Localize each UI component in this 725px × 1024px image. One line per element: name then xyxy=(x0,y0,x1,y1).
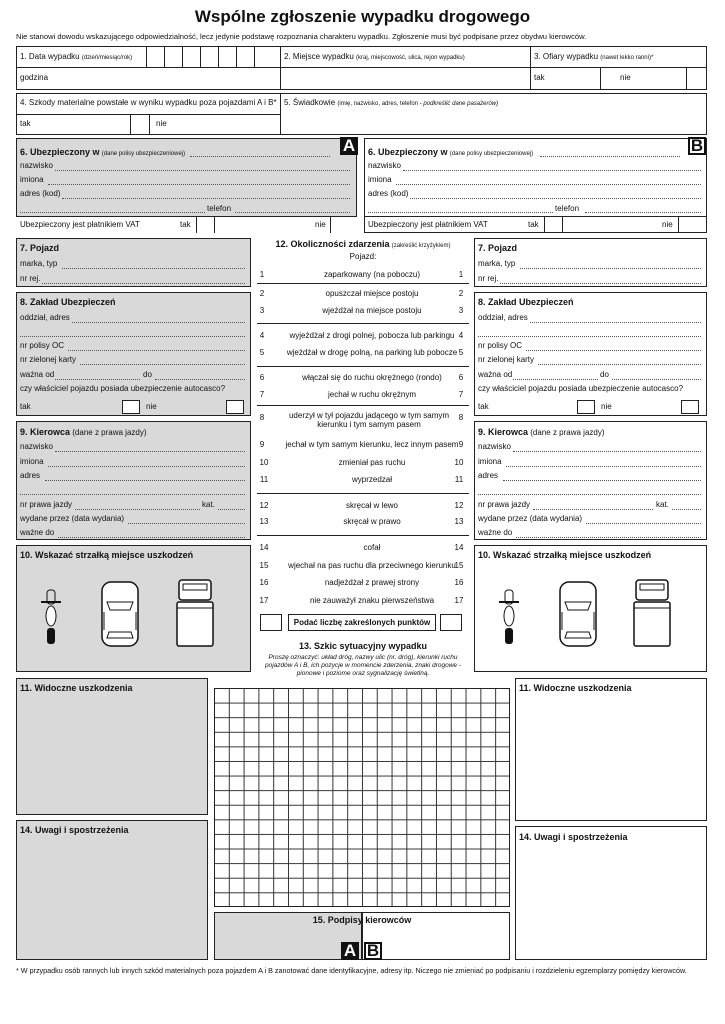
place-label: 2. Miejsce wypadku (kraj, miejscowość, ulica, rejon wypadku) xyxy=(284,52,465,61)
count-label: Podać liczbę zakreślonych punktów xyxy=(293,618,431,627)
circumstance-item: nie zauważył znaku pierwszeństwa xyxy=(309,596,435,605)
vehicle-a-label: 7. Pojazd xyxy=(20,243,60,253)
circumstance-number-a: 11 xyxy=(259,475,269,484)
circumstance-item: jechał w ruchu okrężnym xyxy=(327,390,417,399)
circumstance-number-a: 4 xyxy=(259,331,265,340)
insurer-b-label: 8. Zakład Ubezpieczeń xyxy=(478,297,574,307)
circumstance-item: skręcał w prawo xyxy=(343,517,401,526)
circumstance-number-b: 5 xyxy=(458,348,464,357)
victims-no-label: nie xyxy=(620,73,631,82)
insurer-a-label: 8. Zakład Ubezpieczeń xyxy=(20,297,116,307)
insurer-b-valid-from: ważna od xyxy=(478,370,513,379)
visible-damage-a-frame[interactable] xyxy=(16,678,208,815)
circumstance-number-a: 13 xyxy=(259,517,269,526)
driver-a-surname: nazwisko xyxy=(20,442,53,451)
insured-a-phone: telefon xyxy=(207,204,232,213)
driver-b-category: kat. xyxy=(656,500,669,509)
visible-damage-b-frame[interactable] xyxy=(515,678,707,821)
insurer-a-valid-to: do xyxy=(143,370,152,379)
circumstance-item: jechał w tym samym kierunku, lecz innym pasem xyxy=(285,440,459,449)
driver-b-address: adres xyxy=(478,471,499,480)
insurer-b-casco: czy właściciel pojazdu posiada ubezpieczenie autocasco? xyxy=(478,384,684,393)
circumstance-item: wyjeżdżał z drogi polnej, pobocza lub parkingu xyxy=(289,331,455,340)
insured-b-surname: nazwisko xyxy=(368,161,401,170)
motorcycle-b-icon[interactable] xyxy=(498,588,520,648)
insurer-a-casco-no: nie xyxy=(146,402,157,411)
circumstance-number-b: 12 xyxy=(454,501,464,510)
damage-no-label: nie xyxy=(156,119,167,128)
circumstance-item: uderzył w tył pojazdu jadącego w tym samym kierunku i tym samym pasem xyxy=(288,411,450,429)
witnesses-label: 5. Świadkowie (imię, nazwisko, adres, telefon - podkreślić dane pasażerów) xyxy=(284,98,499,107)
insurer-b-casco-no: nie xyxy=(601,402,612,411)
car-a-icon[interactable] xyxy=(100,580,140,648)
circumstance-number-a: 16 xyxy=(259,578,269,587)
vehicle-a-make: marka, typ xyxy=(20,259,58,268)
circumstance-item: włączał się do ruchu okrężnego (rondo) xyxy=(302,373,442,382)
insurer-a-casco-yes: tak xyxy=(20,402,31,411)
insured-b-name: imiona xyxy=(368,175,392,184)
insured-a-name: imiona xyxy=(20,175,44,184)
circumstance-number-b: 13 xyxy=(454,517,464,526)
insurer-b-branch: oddział, adres xyxy=(478,313,528,322)
insured-a-vat-yes: tak xyxy=(180,220,191,229)
date-label: 1. Data wypadku (dzień/miesiąc/rok) xyxy=(20,52,133,61)
remarks-a-frame[interactable] xyxy=(16,820,208,960)
insured-b-label: 6. Ubezpieczony w (dane polisy ubezpieczeniowej) xyxy=(368,147,534,157)
material-damage-label: 4. Szkody materialne powstałe w wyniku wypadku poza pojazdami A i B* xyxy=(20,98,277,107)
circumstance-item: cofał xyxy=(363,543,381,552)
circumstance-number-a: 1 xyxy=(259,270,265,279)
driver-b-license: nr prawa jazdy xyxy=(478,500,531,509)
circumstances-label: 12. Okoliczności zdarzenia (zakreślić krzyżykiem) xyxy=(275,239,451,249)
insurer-b-casco-yes-box[interactable] xyxy=(577,400,595,414)
circumstance-number-a: 3 xyxy=(259,306,265,315)
damage-sketch-a-label: 10. Wskazać strzałką miejsce uszkodzeń xyxy=(20,550,194,560)
circumstance-number-a: 15 xyxy=(259,561,269,570)
vehicle-b-reg: nr rej. xyxy=(478,274,499,283)
hour-label: godzina xyxy=(20,73,49,82)
motorcycle-a-icon[interactable] xyxy=(40,588,62,648)
driver-b-valid: ważne do xyxy=(478,528,513,537)
insured-b-vat-no: nie xyxy=(662,220,673,229)
circumstance-item: opuszczał miejsce postoju xyxy=(325,289,419,298)
circumstance-number-b: 3 xyxy=(458,306,464,315)
footnote: * W przypadku osób rannych lub innych szkód materialnych poza pojazdem A i B zanotować dane identyfikacyjne, adresy itp. Niczego nie zmieniać po podpisaniu i rozdzieleniu egzemplarzy pomiędzy kierowców. xyxy=(16,966,687,975)
sketch-hint: Proszę oznaczyć: układ dróg, nazwy ulic (nr. dróg), kierunki ruchu pojazdów A i B, ich pozycje w momencie zderzenia, znaki drogowe - pionowe i poziome oraz sygnalizację świetlną. xyxy=(264,654,462,677)
circumstance-number-b: 16 xyxy=(454,578,464,587)
insurer-b-policy: nr polisy OC xyxy=(478,341,523,350)
driver-a-label: 9. Kierowca (dane z prawa jazdy) xyxy=(20,427,147,437)
driver-b-surname: nazwisko xyxy=(478,442,511,451)
insurer-a-policy: nr polisy OC xyxy=(20,341,65,350)
victims-yes-label: tak xyxy=(534,73,545,82)
insurer-a-branch: oddział, adres xyxy=(20,313,70,322)
driver-b-name: imiona xyxy=(478,457,502,466)
circumstance-item: nadjeżdżał z prawej strony xyxy=(324,578,420,587)
truck-a-icon[interactable] xyxy=(175,578,215,648)
damage-yes-label: tak xyxy=(20,119,31,128)
signatures-label: 15. Podpisy kierowców xyxy=(312,915,412,925)
circumstance-number-b: 7 xyxy=(458,390,464,399)
circumstance-number-b: 11 xyxy=(454,475,464,484)
insured-a-surname: nazwisko xyxy=(20,161,53,170)
insurer-b-green: nr zielonej karty xyxy=(478,355,535,364)
vehicle-a-reg: nr rej. xyxy=(20,274,41,283)
remarks-b-label: 14. Uwagi i spostrzeżenia xyxy=(519,832,628,842)
circumstance-number-a: 9 xyxy=(259,440,265,449)
circumstance-number-a: 6 xyxy=(259,373,265,382)
circumstance-item: skręcał w lewo xyxy=(345,501,398,510)
truck-b-icon[interactable] xyxy=(632,578,672,648)
insured-a-label: 6. Ubezpieczony w (dane polisy ubezpieczeniowej) xyxy=(20,147,186,157)
count-a-box[interactable] xyxy=(260,614,282,631)
driver-a-license: nr prawa jazdy xyxy=(20,500,73,509)
insured-b-phone: telefon xyxy=(555,204,580,213)
visible-damage-a-label: 11. Widoczne uszkodzenia xyxy=(20,683,133,693)
insured-b-vat-label: Ubezpieczony jest płatnikiem VAT xyxy=(368,220,488,229)
insured-b-address: adres (kod) xyxy=(368,189,409,198)
sketch-label: 13. Szkic sytuacyjny wypadku xyxy=(298,641,428,651)
sketch-grid[interactable] xyxy=(214,688,510,907)
form-title: Wspólne zgłoszenie wypadku drogowego xyxy=(194,7,531,26)
circumstance-number-b: 15 xyxy=(454,561,464,570)
insurer-b-casco-yes: tak xyxy=(478,402,489,411)
vehicle-b-label: 7. Pojazd xyxy=(478,243,518,253)
circumstance-number-b: 4 xyxy=(458,331,464,340)
insured-a-vat-no: nie xyxy=(315,220,326,229)
circumstance-number-b: 17 xyxy=(454,596,464,605)
circumstance-number-b: 2 xyxy=(458,289,464,298)
form-subtitle: Nie stanowi dowodu wskazującego odpowiedzialność, lecz jedynie podstawę rozpoznania charakteru wypadku. Zgłoszenie musi być podpisane przez obydwu kierowców. xyxy=(16,32,587,41)
circumstance-item: wjeżdżał na miejsce postoju xyxy=(322,306,422,315)
car-b-icon[interactable] xyxy=(558,580,598,648)
circumstance-number-b: 1 xyxy=(458,270,464,279)
circumstance-number-a: 7 xyxy=(259,390,265,399)
driver-a-name: imiona xyxy=(20,457,44,466)
remarks-a-label: 14. Uwagi i spostrzeżenia xyxy=(20,825,129,835)
insurer-a-green: nr zielonej karty xyxy=(20,355,77,364)
circumstance-number-a: 12 xyxy=(259,501,269,510)
insurer-a-casco-yes-box[interactable] xyxy=(122,400,140,414)
circumstance-item: zmieniał pas ruchu xyxy=(338,458,406,467)
circumstance-number-b: 8 xyxy=(458,413,464,422)
insurer-a-casco: czy właściciel pojazdu posiada ubezpieczenie autocasco? xyxy=(20,384,226,393)
vehicle-a-badge: A xyxy=(340,137,358,155)
remarks-b-frame[interactable] xyxy=(515,826,707,960)
insured-a-address: adres (kod) xyxy=(20,189,61,198)
victims-label: 3. Ofiary wypadku (nawet lekko ranni)* xyxy=(534,52,654,61)
circumstance-number-a: 2 xyxy=(259,289,265,298)
damage-sketch-b-label: 10. Wskazać strzałką miejsce uszkodzeń xyxy=(478,550,652,560)
circumstance-number-a: 14 xyxy=(259,543,269,552)
driver-a-category: kat. xyxy=(202,500,215,509)
insured-a-vat-label: Ubezpieczony jest płatnikiem VAT xyxy=(20,220,140,229)
insurer-a-frame xyxy=(16,292,251,416)
driver-a-issued: wydane przez (data wydania) xyxy=(20,514,125,523)
insurer-a-casco-no-box[interactable] xyxy=(226,400,244,414)
vehicle-b-badge: B xyxy=(688,137,706,155)
circumstance-number-a: 8 xyxy=(259,413,265,422)
circumstance-item: wjechał na pas ruchu dla przeciwnego kierunku xyxy=(288,561,456,570)
driver-a-valid: ważne do xyxy=(20,528,55,537)
circumstance-number-b: 6 xyxy=(458,373,464,382)
circumstance-number-b: 9 xyxy=(458,440,464,449)
circumstance-item: zaparkowany (na poboczu) xyxy=(323,270,421,279)
signature-a-badge: A xyxy=(341,942,359,960)
signature-b-badge: B xyxy=(364,942,382,960)
circumstance-number-b: 14 xyxy=(454,543,464,552)
circumstance-number-b: 10 xyxy=(454,458,464,467)
circumstance-item: wyprzedzał xyxy=(351,475,392,484)
count-b-box[interactable] xyxy=(440,614,462,631)
circumstance-number-a: 10 xyxy=(259,458,269,467)
circumstance-number-a: 17 xyxy=(259,596,269,605)
insurer-a-valid-from: ważna od xyxy=(20,370,55,379)
insurer-b-casco-no-box[interactable] xyxy=(681,400,699,414)
visible-damage-b-label: 11. Widoczne uszkodzenia xyxy=(519,683,632,693)
circumstance-item: wjeżdżał w drogę polną, na parking lub pobocze xyxy=(286,348,458,357)
circumstances-vehicle-label: Pojazd: xyxy=(349,252,377,261)
driver-a-address: adres xyxy=(20,471,41,480)
circumstance-number-a: 5 xyxy=(259,348,265,357)
driver-b-issued: wydane przez (data wydania) xyxy=(478,514,583,523)
insurer-b-valid-to: do xyxy=(600,370,609,379)
insured-b-vat-yes: tak xyxy=(528,220,539,229)
driver-b-label: 9. Kierowca (dane z prawa jazdy) xyxy=(478,427,605,437)
insurer-b-frame xyxy=(474,292,707,416)
vehicle-b-make: marka, typ xyxy=(478,259,516,268)
